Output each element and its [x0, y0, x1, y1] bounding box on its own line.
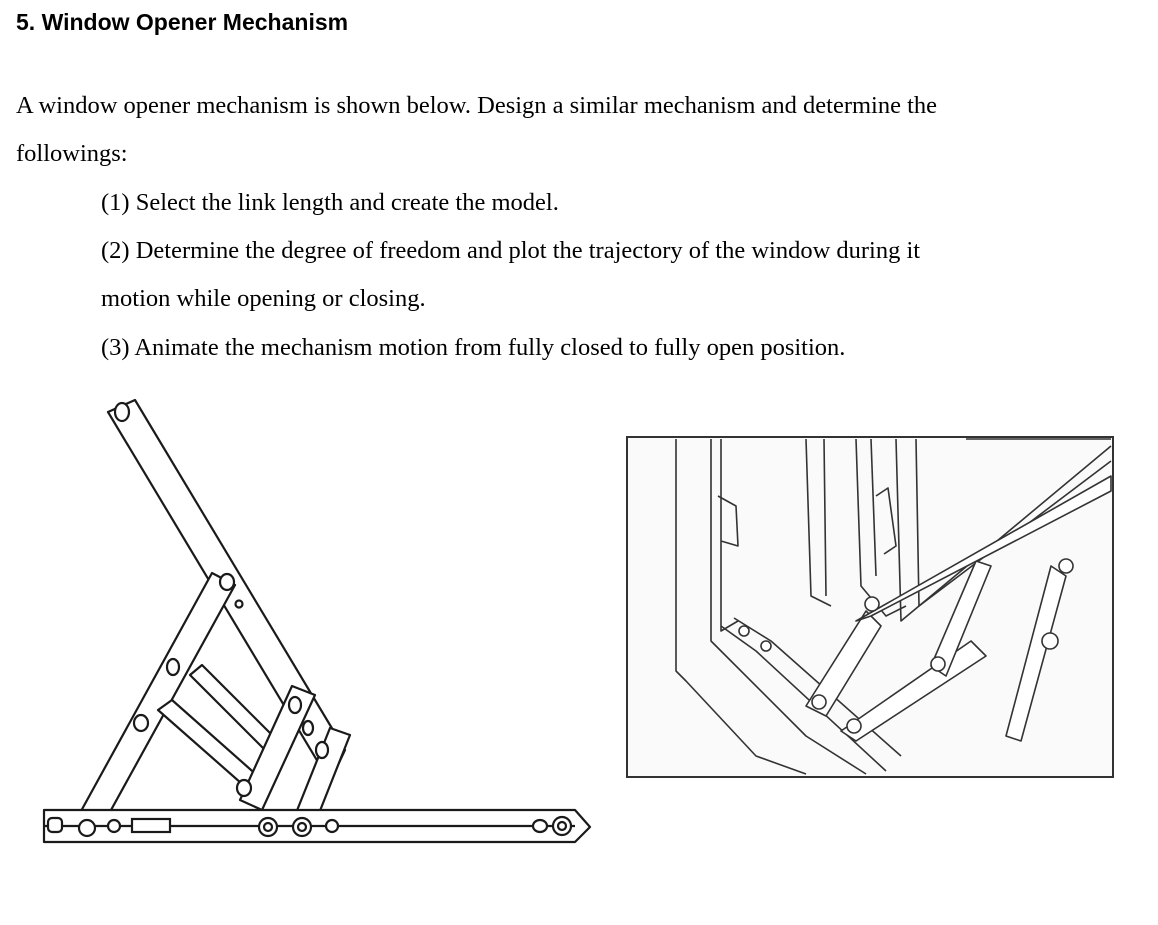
pivot-hole	[236, 601, 243, 608]
pivot-hole	[326, 820, 338, 832]
pivot-hole	[739, 626, 749, 636]
pivot-hole	[289, 697, 301, 713]
pivot-hole	[761, 641, 771, 651]
pivot-hole	[931, 657, 945, 671]
task-1: (1) Select the link length and create the model.	[101, 189, 559, 216]
pivot-hole	[303, 721, 313, 735]
pivot-hole	[1042, 633, 1058, 649]
left-link	[75, 573, 235, 830]
intro-line-1: A window opener mechanism is shown below. Design a similar mechanism and determine the	[16, 92, 938, 119]
installed-window-photo	[626, 436, 1114, 778]
pivot-hole	[316, 742, 328, 758]
pivot-hole	[865, 597, 879, 611]
task-2: (2) Determine the degree of freedom and plot the trajectory of the window during it	[101, 237, 921, 264]
pivot-hole	[1059, 559, 1073, 573]
pivot-hole	[264, 823, 272, 831]
pivot-hole	[134, 715, 148, 731]
intro-line-2: followings:	[16, 140, 128, 167]
linkage-drawing	[40, 390, 600, 850]
section-title: 5. Window Opener Mechanism	[16, 9, 349, 35]
pivot-hole	[298, 823, 306, 831]
task-2-continued: motion while opening or closing.	[101, 285, 426, 312]
pivot-hole	[812, 695, 826, 709]
task-3: (3) Animate the mechanism motion from fully closed to fully open position.	[101, 334, 846, 361]
pivot-hole	[220, 574, 234, 590]
base-label-plate	[132, 819, 170, 832]
pivot-hole	[108, 820, 120, 832]
pivot-hole	[533, 820, 547, 832]
pivot-hole	[167, 659, 179, 675]
pivot-hole	[115, 403, 129, 421]
pivot-hole	[847, 719, 861, 733]
pivot-hole	[79, 820, 95, 836]
base-slot	[48, 818, 62, 832]
pivot-hole	[558, 822, 566, 830]
pivot-hole	[237, 780, 251, 796]
